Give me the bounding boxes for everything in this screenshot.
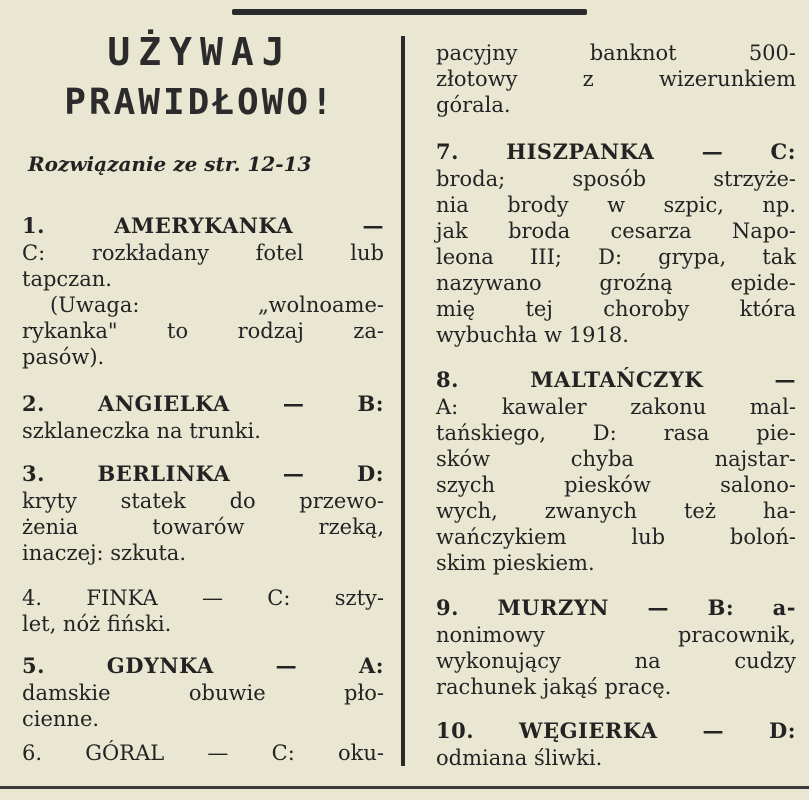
top-rule — [232, 9, 587, 15]
right-column-line: 9. MURZYN — B: a- — [436, 595, 796, 620]
left-column-line: pasów). — [22, 345, 105, 369]
left-column-line: 3. BERLINKA — D: — [22, 461, 384, 486]
title-line-2: PRAWIDŁOWO! — [64, 82, 336, 123]
right-column-line: wańczykiem lub boloń- — [436, 525, 796, 549]
right-column-line: wych, zwanych też ha- — [436, 499, 796, 523]
column-rule — [401, 36, 405, 766]
right-column-line: szych piesków salono- — [436, 473, 796, 497]
right-column-line: leona III; D: grypa, tak — [436, 245, 796, 269]
right-column-line: pacyjny banknot 500- — [436, 41, 796, 65]
left-column-line: 4. FINKA — C: szty- — [22, 586, 384, 610]
left-column-line: C: rozkładany fotel lub — [22, 241, 384, 265]
right-column-line: 8. MALTAŃCZYK — — [436, 367, 796, 392]
left-column-line: cienne. — [22, 707, 100, 731]
left-column-line: tapczan. — [22, 267, 112, 291]
right-column-line: odmiana śliwki. — [436, 746, 603, 770]
left-column-line: 2. ANGIELKA — B: — [22, 391, 384, 416]
right-column-line: górala. — [436, 93, 511, 117]
right-column-line: 7. HISZPANKA — C: — [436, 139, 796, 164]
left-column-line: 1. AMERYKANKA — — [22, 213, 384, 238]
right-column-line: broda; sposób strzyże- — [436, 167, 796, 191]
left-column-line: 6. GÓRAL — C: oku- — [22, 741, 384, 765]
left-column-line: damskie obuwie pło- — [22, 681, 384, 705]
right-column-line: nonimowy pracownik, — [436, 623, 796, 647]
left-column-line: rykanka" to rodzaj za- — [22, 319, 384, 343]
right-column-line: nia brody w szpic, np. — [436, 193, 796, 217]
right-column-line: złotowy z wizerunkiem — [436, 67, 796, 91]
left-column-line: szklaneczka na trunki. — [22, 419, 261, 443]
left-column-line: (Uwaga: „wolnoame- — [50, 293, 384, 317]
title-line-1: UŻYWAJ — [107, 30, 293, 74]
right-column-line: nazywano groźną epide- — [436, 271, 796, 295]
left-column-line: 5. GDYNKA — A: — [22, 653, 384, 678]
right-column-line: wybuchła w 1918. — [436, 323, 629, 347]
left-column-line: żenia towarów rzeką, — [22, 515, 384, 539]
left-column-line: kryty statek do przewo- — [22, 489, 384, 513]
bottom-rule — [0, 786, 809, 789]
left-column-line: let, nóż fiński. — [22, 612, 172, 636]
right-column-line: sków chyba najstar- — [436, 447, 796, 471]
right-column-line: jak broda cesarza Napo- — [436, 219, 796, 243]
subtitle: Rozwiązanie ze str. 12-13 — [28, 152, 312, 176]
right-column-line: wykonujący na cudzy — [436, 649, 796, 673]
right-column-line: A: kawaler zakonu mal- — [436, 395, 796, 419]
right-column-line: skim pieskiem. — [436, 551, 595, 575]
right-column-line: tańskiego, D: rasa pie- — [436, 421, 796, 445]
right-column-line: mię tej choroby która — [436, 297, 796, 321]
right-column-line: rachunek jakąś pracę. — [436, 675, 672, 699]
right-column-line: 10. WĘGIERKA — D: — [436, 718, 796, 743]
left-column-line: inaczej: szkuta. — [22, 541, 187, 565]
